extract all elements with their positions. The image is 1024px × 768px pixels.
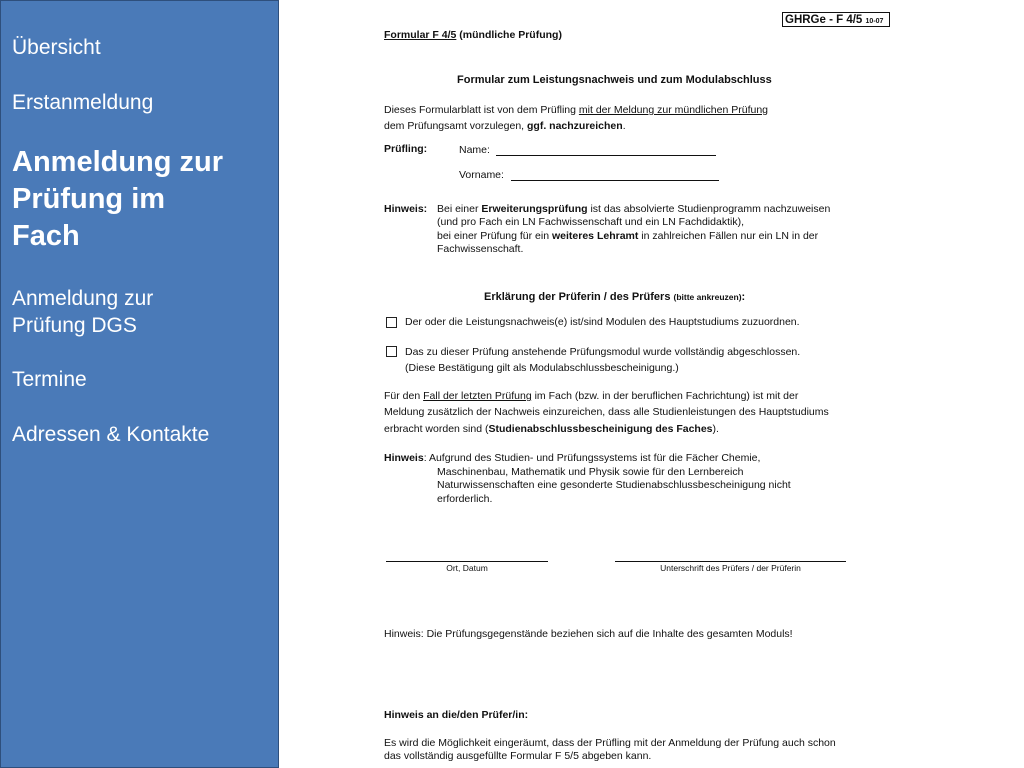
name-label: Name:: [459, 144, 490, 156]
name-field-line[interactable]: [496, 155, 716, 156]
nav-item-anmeldung-dgs[interactable]: [12, 285, 153, 339]
hinweis-text: Bei einer Erweiterungsprüfung ist das absolvierte Studienprogramm nachzuweisen: [437, 203, 831, 215]
nav-item-line: Anmeldung zur: [12, 287, 154, 310]
hinweis-label: Hinweis:: [384, 203, 428, 215]
hinweis-2-text: erforderlich.: [437, 493, 493, 505]
erklaerung-title: Erklärung der Prüferin / des Prüfers (bitte ankreuzen):: [484, 291, 746, 303]
checkbox-leistungsnachweis[interactable]: [386, 317, 397, 328]
sidebar-nav: [0, 0, 279, 768]
nav-item-anmeldung-fach-active[interactable]: [12, 144, 223, 255]
hinweis-2: Hinweis: Aufgrund des Studien- und Prüfungssystems ist für die Fächer Chemie,: [384, 452, 761, 464]
hinweis-text: (und pro Fach ein LN Fachwissenschaft und ein LN Fachdidaktik),: [437, 216, 744, 228]
vorname-label: Vorname:: [459, 169, 504, 181]
checkbox-sublabel: (Diese Bestätigung gilt als Modulabschlussbescheinigung.): [405, 362, 679, 374]
nav-item-line: Prüfung im: [12, 183, 166, 215]
hinweis-pruefer-text: Es wird die Möglichkeit eingeräumt, dass der Prüfling mit der Anmeldung der Prüfung auch schon: [384, 737, 836, 749]
checkbox-label: Der oder die Leistungsnachweis(e) ist/sind Modulen des Hauptstudiums zuzuordnen.: [405, 316, 800, 328]
hinweis-text: bei einer Prüfung für ein weiteres Lehramt in zahlreichen Fällen nur ein LN in der: [437, 230, 819, 242]
hinweis-pruefer-text: das vollständig ausgefüllte Formular F 5/5 abgeben kann.: [384, 750, 652, 762]
letzte-pruefung-text: Für den Fall der letzten Prüfung im Fach (bzw. in der beruflichen Fachrichtung) ist mit der: [384, 390, 799, 402]
form-code-stamp: [782, 12, 890, 27]
nav-item-adressen-kontakte[interactable]: Adressen & Kontakte: [12, 423, 210, 446]
hinweis-3: Hinweis: Die Prüfungsgegenstände beziehen sich auf die Inhalte des gesamten Moduls!: [384, 628, 793, 640]
nav-item-termine[interactable]: Termine: [12, 368, 87, 391]
form-code: GHRGe - F 4/5: [785, 14, 863, 26]
pruefling-label: Prüfling:: [384, 143, 428, 155]
checkbox-modul-abgeschlossen[interactable]: [386, 346, 397, 357]
form-version: 10-07: [865, 18, 884, 25]
vorname-field-line[interactable]: [511, 180, 719, 181]
nav-item-erstanmeldung[interactable]: Erstanmeldung: [12, 91, 154, 114]
intro-line-1: Dieses Formularblatt ist von dem Prüfling mit der Meldung zur mündlichen Prüfung: [384, 104, 769, 116]
nav-item-line: Anmeldung zur: [12, 146, 224, 178]
nav-item-uebersicht[interactable]: Übersicht: [12, 36, 101, 59]
unterschrift-line[interactable]: [615, 561, 846, 562]
nav-item-line: Fach: [12, 220, 80, 252]
hinweis-2-text: Naturwissenschaften eine gesonderte Studienabschlussbescheinigung nicht: [437, 479, 791, 491]
hinweis-pruefer-title: Hinweis an die/den Prüfer/in:: [384, 709, 529, 721]
checkbox-label: Das zu dieser Prüfung anstehende Prüfungsmodul wurde vollständig abgeschlossen.: [405, 346, 801, 358]
form-document: [280, 0, 1024, 768]
nav-item-line: Prüfung DGS: [12, 314, 137, 337]
hinweis-2-text: Maschinenbau, Mathematik und Physik sowie für den Lernbereich: [437, 466, 744, 478]
intro-line-2: dem Prüfungsamt vorzulegen, ggf. nachzureichen.: [384, 120, 626, 132]
ort-datum-label: Ort, Datum: [446, 563, 488, 573]
ort-datum-line[interactable]: [386, 561, 548, 562]
form-title: Formular zum Leistungsnachweis und zum Modulabschluss: [457, 74, 772, 86]
hinweis-text: Fachwissenschaft.: [437, 243, 524, 255]
letzte-pruefung-text: Meldung zusätzlich der Nachweis einzureichen, dass alle Studienleistungen des Hauptstudiums: [384, 406, 829, 418]
unterschrift-label: Unterschrift des Prüfers / der Prüferin: [660, 563, 801, 573]
letzte-pruefung-text: erbracht worden sind (Studienabschlussbescheinigung des Faches).: [384, 423, 719, 435]
form-label: Formular F 4/5 (mündliche Prüfung): [384, 29, 562, 41]
